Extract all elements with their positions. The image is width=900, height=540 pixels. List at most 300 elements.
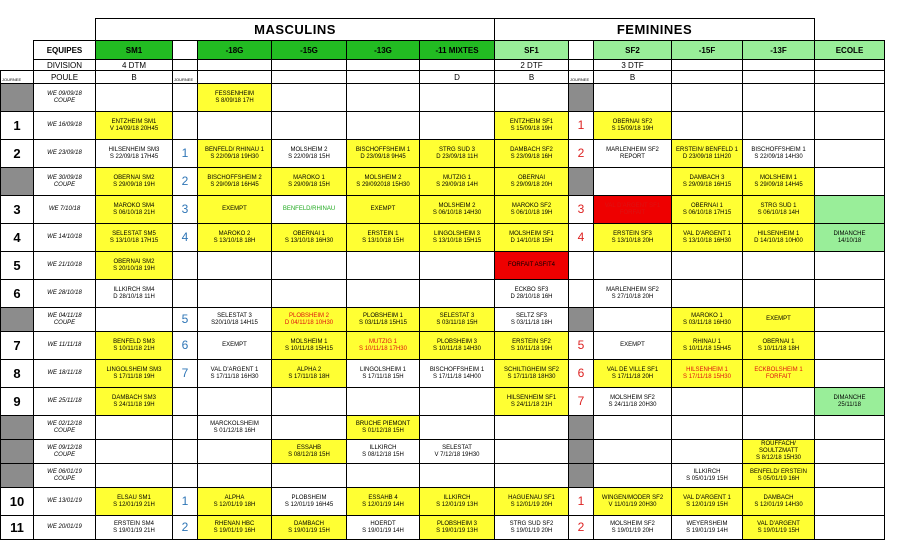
match-time: S 27/10/18 20H (611, 293, 654, 300)
equipes-label: EQUIPES (34, 41, 96, 60)
team-name: ENTZHEIM SF1 (509, 118, 554, 125)
journee-cell (569, 84, 594, 112)
match-time: S 10/11/18 18H (757, 345, 800, 352)
match-cell (594, 308, 672, 332)
journee-cell (569, 360, 594, 388)
match-cell (96, 168, 173, 196)
match-cell (594, 332, 672, 360)
team-name: 2 (577, 146, 585, 160)
journee-cell (173, 224, 198, 252)
journee-cell (173, 140, 198, 168)
team-name: EXEMPT (370, 206, 396, 212)
match-cell (672, 280, 743, 308)
column-header: SF1 (495, 41, 569, 60)
team-name: ALPHA 2 (296, 366, 322, 373)
match-cell (594, 464, 672, 488)
journee-cell (173, 440, 198, 464)
journee-number (1, 168, 34, 196)
team-name: ILLKIRCH (693, 468, 721, 475)
team-name: DAMBACH (293, 520, 324, 527)
team-name: STRG SUD 3 (438, 146, 475, 153)
team-name: OBERNAI (517, 174, 545, 181)
match-cell (96, 280, 173, 308)
match-cell (96, 140, 173, 168)
team-name: PLOBSHEIM 2 (288, 312, 329, 319)
match-row (1, 280, 885, 308)
team-name: MARLENHEIM SF2 (606, 146, 659, 153)
match-cell (420, 488, 495, 516)
poule-value (198, 71, 272, 84)
poule-value: D (420, 71, 495, 84)
week-date (34, 168, 96, 196)
match-cell (96, 416, 173, 440)
match-cell (594, 84, 672, 112)
team-name: ERSTEIN SF3 (613, 230, 652, 237)
team-name: VAL D'ARGENT 1 (683, 494, 731, 501)
match-cell (743, 516, 815, 540)
team-name: 7 (181, 366, 189, 380)
match-cell (347, 388, 420, 416)
match-cell (420, 332, 495, 360)
match-time: S 24/11/18 19H (113, 401, 155, 408)
match-time: S 29/09/18 20H (510, 181, 553, 188)
journee-cell (569, 168, 594, 196)
team-name: ELSAU SM1 (117, 494, 151, 501)
match-time: S 19/01/19 15H (757, 527, 800, 534)
team-name: RHENAN HBC (214, 520, 255, 527)
poule-value (272, 71, 347, 84)
match-cell (420, 516, 495, 540)
division-label: DIVISION (34, 60, 96, 71)
match-cell (594, 112, 672, 140)
match-cell (420, 416, 495, 440)
team-name: ENTZHEIM SM1 (111, 118, 157, 125)
match-time: D 28/10/18 16H (510, 293, 553, 300)
match-cell (272, 464, 347, 488)
match-cell (272, 112, 347, 140)
team-name: 1 (577, 118, 585, 132)
journee-cell (569, 464, 594, 488)
team-name: ERSTEIN 1 (367, 230, 399, 237)
team-name: HAGUENAU SF1 (508, 494, 555, 501)
match-cell (672, 464, 743, 488)
match-time: S 22/09/18 17H45 (109, 153, 159, 160)
match-cell (198, 388, 272, 416)
match-cell (815, 488, 885, 516)
team-name: PLOBSHEIM 3 (436, 520, 477, 527)
poule-value: B (495, 71, 569, 84)
week-date (34, 332, 96, 360)
match-time: S 10/11/18 17H30 (359, 345, 407, 352)
match-cell (495, 388, 569, 416)
week-date-label: WE 18/11/18 (47, 370, 82, 376)
journee-cell (173, 168, 198, 196)
match-cell (347, 140, 420, 168)
team-name: ERSTEIN SF2 (512, 338, 551, 345)
match-cell (743, 280, 815, 308)
match-cell (672, 112, 743, 140)
match-cell (347, 488, 420, 516)
match-cell (198, 140, 272, 168)
week-date-label: WE 09/12/18 (47, 444, 82, 451)
coupe-label: COUPE (53, 475, 76, 482)
match-cell (594, 440, 672, 464)
match-cell (743, 308, 815, 332)
team-name: DAMBACH SF2 (510, 146, 553, 153)
match-cell (495, 112, 569, 140)
match-time: S 17/11/18 18H (288, 373, 330, 380)
team-name: DAMBACH 3 (689, 174, 725, 181)
week-date (34, 440, 96, 464)
team-name: DAMBACH SM3 (111, 394, 156, 401)
team-name: ROUFFACH/ SOULTZMATT (758, 441, 799, 454)
team-name: DIMANCHE (833, 230, 866, 237)
team-name: 4 (577, 230, 585, 244)
journee-number (1, 416, 34, 440)
match-time: S 15/09/18 19H (510, 125, 553, 132)
match-time: D 23/09/18 11H (436, 153, 478, 160)
match-cell (672, 168, 743, 196)
week-date-label: WE 30/09/18 (47, 174, 82, 181)
journee-cell (569, 308, 594, 332)
match-cell (272, 140, 347, 168)
match-row (1, 168, 885, 196)
match-time: S 29/09/18 15H (288, 181, 330, 188)
column-header: SM1 (96, 41, 173, 60)
match-cell (815, 168, 885, 196)
match-row (1, 464, 885, 488)
journee-number: 2 (1, 140, 34, 168)
journee-number: 5 (1, 252, 34, 280)
match-cell (272, 168, 347, 196)
match-cell (672, 360, 743, 388)
match-time: S 03/11/18 16H30 (683, 319, 731, 326)
match-cell (198, 224, 272, 252)
match-time: S 10/11/18 19H (510, 345, 553, 352)
journee-cell (569, 440, 594, 464)
team-name: ERSTEIN/ BENFELD 1 (675, 146, 738, 153)
team-name: MARLENHEIM SF2 (606, 286, 659, 293)
match-cell (198, 488, 272, 516)
match-time: S 19/01/19 13H (436, 527, 478, 534)
match-time: 14/10/18 (837, 237, 862, 244)
match-cell (198, 464, 272, 488)
week-date-label: WE 25/11/18 (47, 398, 82, 404)
team-name: 7 (577, 394, 585, 408)
match-cell (347, 516, 420, 540)
match-cell (594, 360, 672, 388)
team-name: MOLSHEIM 1 (290, 338, 328, 345)
match-time: S 17/11/18 19H (113, 373, 155, 380)
match-cell (96, 308, 173, 332)
journee-cell (569, 140, 594, 168)
match-cell (420, 168, 495, 196)
journee-number: 11 (1, 516, 34, 540)
match-cell (815, 140, 885, 168)
match-time: S 19/01/19 15H (288, 527, 330, 534)
match-cell (347, 252, 420, 280)
match-cell (672, 332, 743, 360)
journee-cell (173, 196, 198, 224)
match-time: S 17/11/18 18H30 (507, 373, 556, 380)
match-cell (420, 464, 495, 488)
match-cell (198, 516, 272, 540)
team-name: MUTZIG 1 (443, 174, 471, 181)
match-time: S 01/12/18 16H (213, 427, 256, 434)
team-name: EXEMPT (222, 206, 247, 212)
team-name: BENFELD SM3 (113, 338, 155, 345)
division-value (743, 60, 815, 71)
journee-cell (569, 516, 594, 540)
match-time: S 19/01/19 14H (362, 527, 404, 534)
journee-number (1, 84, 34, 112)
match-cell (594, 280, 672, 308)
match-cell (743, 252, 815, 280)
section-masculins: MASCULINS (96, 19, 495, 41)
coupe-label: COUPE (53, 427, 76, 434)
team-name: HOERDT (370, 520, 396, 527)
team-name: 3 (577, 202, 585, 216)
team-name: WEYERSHEIM (686, 520, 728, 527)
match-time: S 06/10/18 19H (510, 209, 553, 216)
team-name: MAROKO SF2 (511, 202, 552, 209)
match-time: S 06/10/18 14H30 (432, 209, 482, 216)
match-cell (672, 488, 743, 516)
team-name: MARCKOLSHEIM (210, 420, 259, 427)
match-row (1, 440, 885, 464)
team-name: ERSTEIN SM4 (113, 520, 154, 527)
match-cell (272, 388, 347, 416)
team-name: 3 (181, 202, 189, 216)
match-cell (743, 440, 815, 464)
match-row (1, 332, 885, 360)
week-date-label: WE 23/09/18 (47, 150, 82, 156)
match-time: FORFAIT (619, 209, 646, 216)
match-cell (495, 440, 569, 464)
match-cell (815, 308, 885, 332)
match-cell (272, 440, 347, 464)
team-name: PLOBSHEIM (291, 494, 327, 501)
match-cell (672, 84, 743, 112)
match-cell (96, 488, 173, 516)
journee-cell (173, 516, 198, 540)
week-date-label: WE 02/12/18 (47, 420, 82, 427)
match-cell (743, 388, 815, 416)
division-value (347, 60, 420, 71)
team-name: HILSENHEIM 1 (757, 230, 800, 237)
match-cell (672, 140, 743, 168)
division-value: 2 DTF (495, 60, 569, 71)
match-time: S 29/09/18 19H (113, 181, 155, 188)
week-date (34, 196, 96, 224)
team-name: MAROKO 1 (293, 174, 325, 181)
match-cell (420, 360, 495, 388)
match-cell (815, 84, 885, 112)
match-cell (96, 440, 173, 464)
match-cell (347, 464, 420, 488)
week-date (34, 388, 96, 416)
match-cell (96, 388, 173, 416)
week-date (34, 252, 96, 280)
match-time: D 28/10/18 11H (113, 293, 155, 300)
match-time: S 17/11/18 16H30 (210, 373, 259, 380)
team-name: 2 (181, 520, 189, 534)
match-cell (672, 516, 743, 540)
team-name: BISCHOFFSHEIM 1 (355, 146, 411, 153)
journee-cell (569, 388, 594, 416)
team-name: 5 (181, 312, 189, 326)
team-name: OBERNAI 1 (762, 338, 795, 345)
match-time: S 29/09/18 16H15 (682, 181, 732, 188)
match-cell (420, 280, 495, 308)
week-date (34, 516, 96, 540)
match-time: S 17/11/18 20H (611, 373, 654, 380)
match-cell (594, 224, 672, 252)
team-name: VAL D'ARGENT 1 (683, 230, 731, 237)
team-name: 5 (577, 338, 585, 352)
team-name: BISCHOFFSHEIM 1 (429, 366, 485, 373)
match-time: S 8/09/18 17H (215, 97, 254, 104)
team-name: 1 (577, 494, 585, 508)
match-time: FORFAIT (765, 373, 792, 380)
match-cell (495, 416, 569, 440)
match-cell (594, 140, 672, 168)
match-time: S 03/11/18 15H15 (359, 319, 407, 326)
team-name: ILLKIRCH SM4 (113, 286, 155, 293)
match-cell (420, 308, 495, 332)
match-time: S 13/10/18 18H (213, 237, 256, 244)
match-cell (495, 252, 569, 280)
match-cell (347, 112, 420, 140)
team-name: BRUCHE PIEMONT (355, 420, 411, 427)
match-cell (672, 252, 743, 280)
match-time: S 08/12/18 15H (362, 451, 404, 458)
team-name: ESSAHB 4 (368, 494, 398, 501)
journee-cell (173, 308, 198, 332)
match-cell (420, 440, 495, 464)
match-cell (815, 252, 885, 280)
team-name: HILSENHEIM SF1 (506, 394, 557, 401)
team-name: VAL D'ARGENT (757, 520, 800, 527)
column-header: -13F (743, 41, 815, 60)
match-cell (743, 464, 815, 488)
match-time: S 19/01/19 20H (611, 527, 654, 534)
match-row (1, 360, 885, 388)
match-time: S 13/10/18 16H30 (682, 237, 732, 244)
week-date-label: WE 06/01/19 (47, 468, 82, 475)
team-name: ECKBO SF3 (514, 286, 549, 293)
journee-cell (569, 280, 594, 308)
match-time: S 24/11/18 21H (510, 401, 553, 408)
team-name: HILSENHEIM 1 (686, 366, 728, 373)
team-name: MOLSHEIM 1 (759, 174, 797, 181)
team-name: EXEMPT (620, 342, 645, 348)
journee-cell (569, 224, 594, 252)
match-cell (420, 388, 495, 416)
section-feminines: FEMININES (495, 19, 815, 41)
match-cell (815, 280, 885, 308)
match-cell (594, 516, 672, 540)
match-time: S 22/09/18 14H30 (754, 153, 803, 160)
match-cell (347, 360, 420, 388)
team-name: 2 (577, 520, 585, 534)
week-date-label: WE 16/09/18 (47, 122, 82, 128)
match-cell (495, 140, 569, 168)
team-name: OBERNAI 1 (292, 230, 325, 237)
division-value (198, 60, 272, 71)
match-cell (272, 308, 347, 332)
match-cell (672, 440, 743, 464)
match-cell (347, 168, 420, 196)
match-cell (743, 360, 815, 388)
journee-number: 9 (1, 388, 34, 416)
journee-number: 4 (1, 224, 34, 252)
match-cell (272, 416, 347, 440)
team-name: ILLKIRCH (443, 494, 471, 501)
week-date (34, 416, 96, 440)
match-cell (743, 84, 815, 112)
match-time: S 12/01/19 21H (113, 501, 155, 508)
journee-cell (173, 488, 198, 516)
poule-value: B (96, 71, 173, 84)
column-header: -15F (672, 41, 743, 60)
journee-cell (173, 112, 198, 140)
week-date (34, 84, 96, 112)
coupe-label: COUPE (53, 181, 76, 188)
poule-value (815, 71, 885, 84)
journee-cell (569, 488, 594, 516)
team-name: PLOBSHEIM 3 (436, 338, 477, 345)
team-name: MAROKO 2 (218, 230, 251, 237)
journee-cell (173, 416, 198, 440)
match-cell (272, 516, 347, 540)
match-time: D 23/09/18 9H45 (360, 153, 406, 160)
match-cell (815, 516, 885, 540)
match-cell (743, 112, 815, 140)
week-date (34, 140, 96, 168)
match-time: 25/11/18 (838, 401, 861, 408)
match-time: D 23/09/18 11H20 (682, 153, 732, 160)
match-time: S20/10/18 14H15 (211, 319, 258, 326)
team-name: MUTZIG 1 (369, 338, 397, 345)
team-name: FORFAIT ASFIT4 (508, 262, 555, 268)
week-date-label: WE 28/10/18 (47, 290, 82, 296)
match-cell (420, 252, 495, 280)
team-name: ILLKIRCH (369, 444, 397, 451)
match-time: S 22/09/18 19H30 (210, 153, 259, 160)
match-time: S 15/09/18 19H (611, 125, 654, 132)
team-name: MAROKO 1 (691, 312, 723, 319)
match-cell (347, 280, 420, 308)
team-name: 1 (181, 494, 189, 508)
column-header (173, 41, 198, 60)
week-date (34, 360, 96, 388)
journee-cell (569, 416, 594, 440)
match-time: S 12/01/19 15H (686, 501, 728, 508)
team-name: 4 (181, 230, 189, 244)
team-name: PLOBSHEIM 1 (362, 312, 403, 319)
match-cell (594, 196, 672, 224)
match-cell (815, 112, 885, 140)
match-cell (594, 488, 672, 516)
division-value (569, 60, 594, 71)
match-time: S 13/10/18 15H (362, 237, 404, 244)
team-name: 6 (181, 338, 189, 352)
journee-number (1, 464, 34, 488)
team-name: LINGOLSHEIM 1 (359, 366, 406, 373)
match-time: D 14/10/18 10H00 (754, 237, 803, 244)
journee-number (1, 308, 34, 332)
